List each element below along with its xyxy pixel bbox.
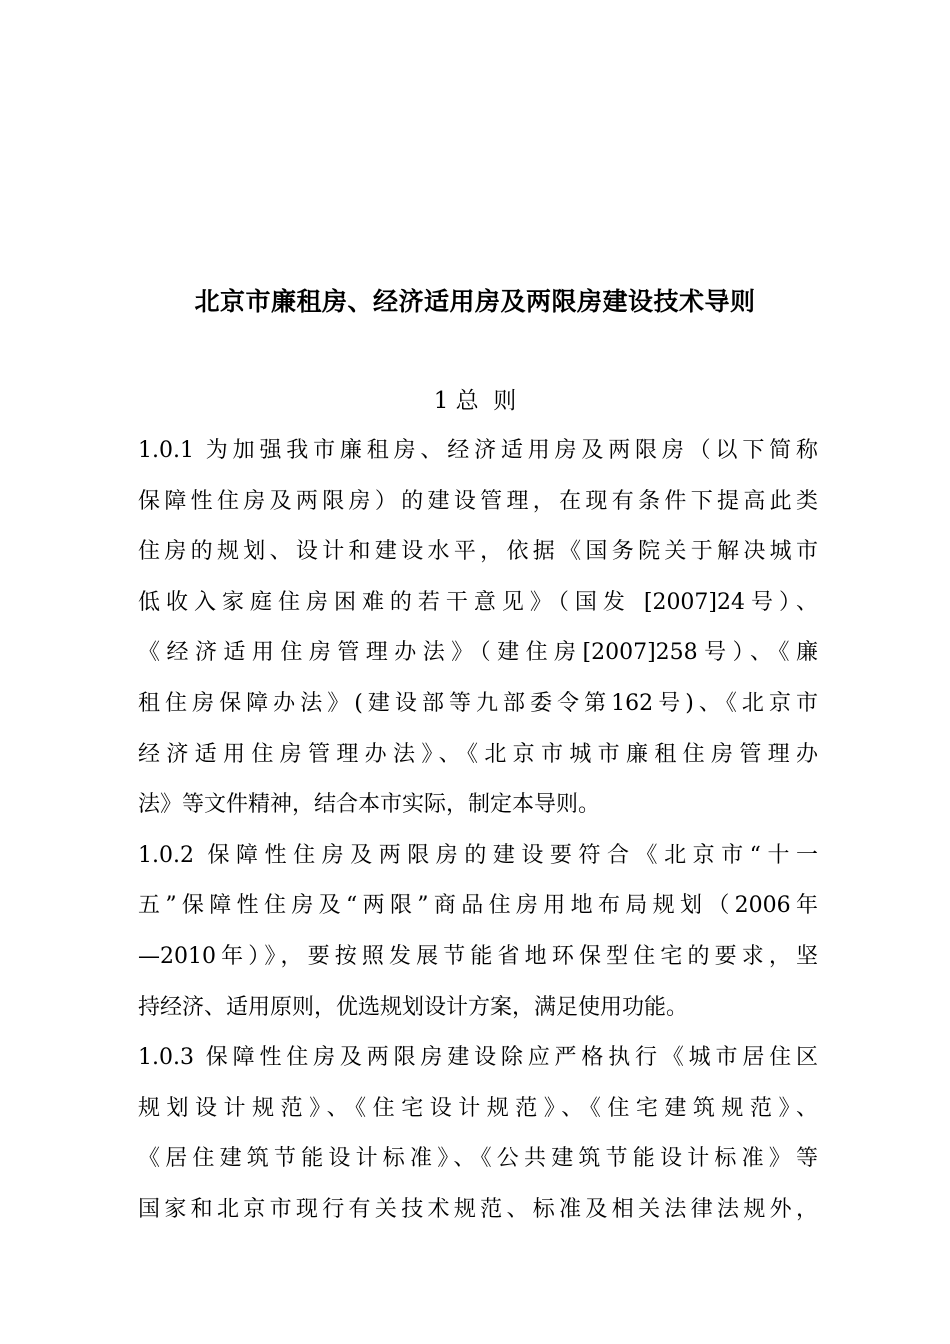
section-heading: 1 总 则 — [433, 388, 517, 414]
body-line: 租住房保障办法》(建设部等九部委令第162号)、《北京市 — [138, 690, 818, 716]
body-line: 五”保障性住房及“两限”商品住房用地布局规划（2006年 — [138, 893, 818, 919]
document-title: 北京市廉租房、经济适用房及两限房建设技术导则 — [194, 287, 756, 316]
body-line: 1.0.3 保障性住房及两限房建设除应严格执行《城市居住区 — [138, 1045, 818, 1071]
body-line: 低收入家庭住房困难的若干意见》（国发 [2007]24号）、 — [138, 589, 818, 615]
body-line: 国家和北京市现行有关技术规范、标准及相关法律法规外， — [138, 1196, 818, 1222]
document-body — [138, 426, 818, 1236]
body-line: 保障性住房及两限房）的建设管理，在现有条件下提高此类 — [138, 488, 818, 514]
body-line: 经济适用住房管理办法》、《北京市城市廉租住房管理办 — [138, 741, 818, 767]
body-line: 1.0.1 为加强我市廉租房、经济适用房及两限房（以下简称 — [138, 438, 818, 463]
body-line: 住房的规划、设计和建设水平，依据《国务院关于解决城市 — [138, 539, 818, 565]
body-line: 法》等文件精神，结合本市实际，制定本导则。 — [138, 792, 601, 818]
body-line: 《居住建筑节能设计标准》、《公共建筑节能设计标准》等 — [138, 1146, 818, 1172]
body-line: 持经济、适用原则，优选规划设计方案，满足使用功能。 — [138, 994, 689, 1020]
body-line: 1.0.2 保障性住房及两限房的建设要符合《北京市“十一 — [138, 842, 818, 868]
body-line: —2010年）》，要按照发展节能省地环保型住宅的要求，坚 — [138, 943, 818, 969]
body-line: 规划设计规范》、《住宅设计规范》、《住宅建筑规范》、 — [138, 1095, 818, 1121]
body-line: 《经济适用住房管理办法》（建住房[2007]258号）、《廉 — [138, 640, 818, 666]
